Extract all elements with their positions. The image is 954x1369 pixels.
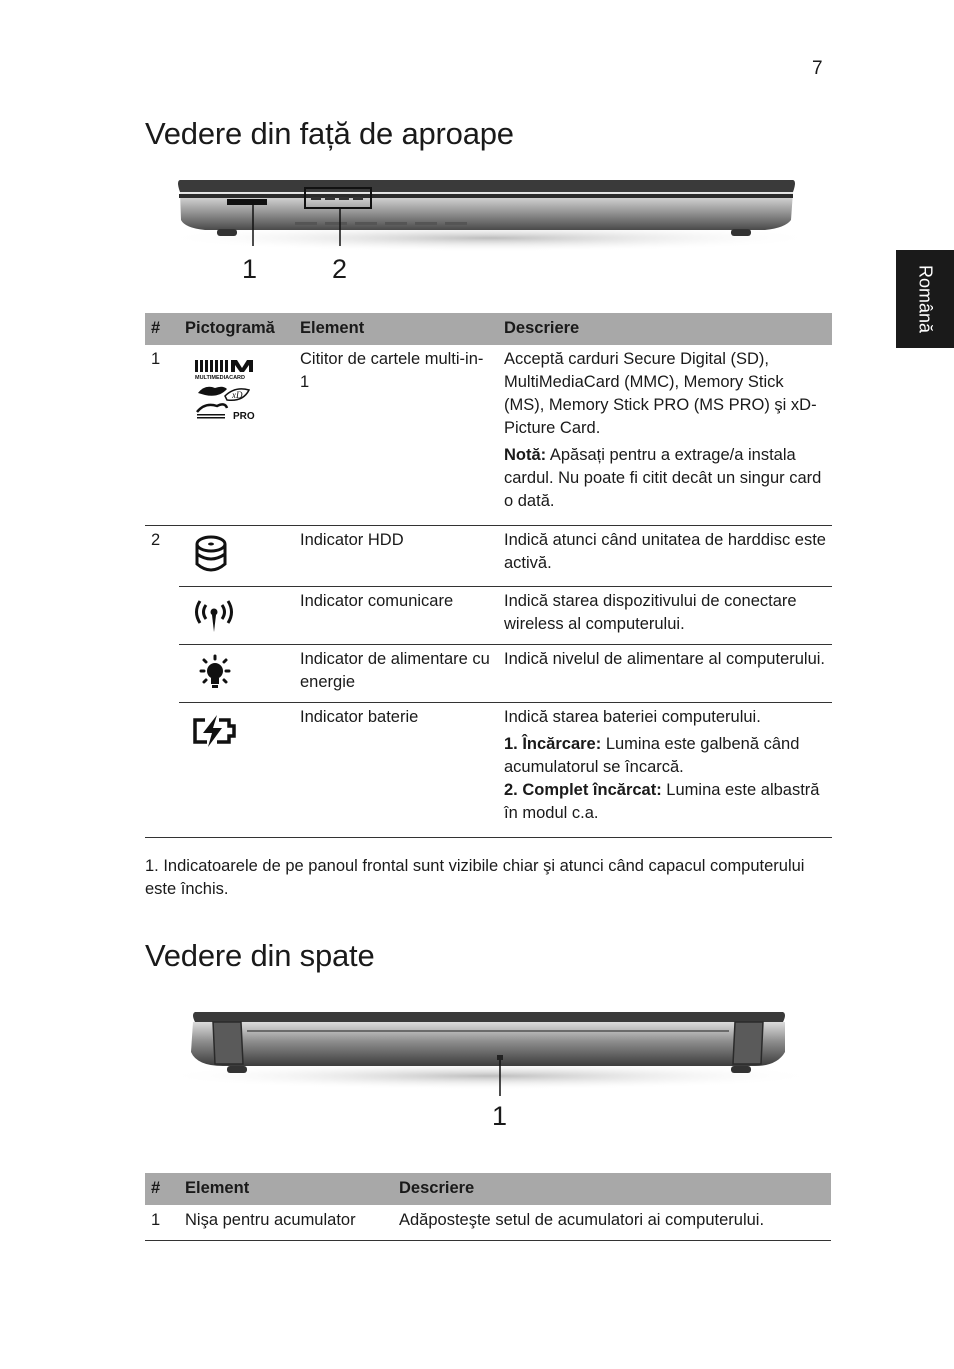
table-row: [145, 703, 832, 838]
table-row: [145, 1205, 831, 1241]
status-item: [504, 779, 826, 825]
row-number: 1: [145, 345, 179, 526]
battery-charge-icon: [179, 703, 294, 838]
callout-number: 1: [242, 254, 258, 284]
rear-view-table: [145, 1173, 831, 1241]
description: Indică nivelul de alimentare al computerului.: [498, 645, 832, 703]
column-header: Element: [179, 1173, 393, 1205]
svg-text:PRO: PRO: [233, 411, 255, 422]
front-view-table: [145, 313, 832, 838]
row-number: [145, 587, 179, 645]
status-label: 2. Complet încărcat:: [504, 781, 662, 799]
description: [498, 703, 832, 838]
row-number: [145, 703, 179, 838]
column-header: #: [145, 1173, 179, 1205]
row-number: 1: [145, 1205, 179, 1241]
description: Indică atunci când unitatea de harddisc este activă.: [498, 526, 832, 587]
element-name: Nişa pentru acumulator: [179, 1205, 393, 1241]
element-name: Indicator de alimentare cu energie: [294, 645, 498, 703]
description-text: Indică starea bateriei computerului.: [504, 708, 761, 726]
column-header: Descriere: [393, 1173, 831, 1205]
element-name: Indicator HDD: [294, 526, 498, 587]
element-name: Cititor de cartele multi-in-1: [294, 345, 498, 526]
laptop-front-view-illustration: [165, 172, 815, 292]
table-row: [145, 645, 832, 703]
table-row: [145, 587, 832, 645]
row-number: [145, 645, 179, 703]
element-name: Indicator baterie: [294, 703, 498, 838]
table-row: [145, 526, 832, 587]
laptop-rear-view-illustration: [165, 1000, 815, 1140]
column-header: Element: [294, 313, 498, 345]
power-bulb-icon: [179, 645, 294, 703]
svg-text:MULTIMEDIACARD: MULTIMEDIACARD: [195, 375, 246, 381]
callout-number: 2: [332, 254, 348, 284]
footnote: 1. Indicatoarele de pe panoul frontal sunt vizibile chiar şi atunci când capacul computerului este închis.: [145, 857, 805, 898]
description-text: Acceptă carduri Secure Digital (SD), MultiMediaCard (MMC), Memory Stick (MS), Memory Stick PRO (MS PRO) şi xD-Picture Card.: [504, 350, 817, 437]
note-text: Apăsați pentru a extrage/a instala cardul. Nu poate fi citit decât un singur card o dată.: [504, 446, 822, 510]
page-number: 7: [812, 58, 823, 79]
table-row: [145, 345, 832, 526]
hdd-icon: [179, 526, 294, 587]
status-item: [504, 733, 826, 779]
card-reader-logos-icon: [179, 345, 294, 526]
note: [504, 444, 826, 513]
svg-text:xD: xD: [232, 390, 243, 400]
description: Indică starea dispozitivului de conectare wireless al computerului.: [498, 587, 832, 645]
column-header: Pictogramă: [179, 313, 294, 345]
callout-number: 1: [492, 1101, 508, 1131]
column-header: #: [145, 313, 179, 345]
language-tab: Română: [896, 250, 954, 348]
status-text: Lumina este albastră în modul c.a.: [504, 781, 820, 822]
section-title-front: Vedere din față de aproape: [145, 116, 514, 151]
element-name: Indicator comunicare: [294, 587, 498, 645]
status-text: Lumina este galbenă când acumulatorul se încarcă.: [504, 735, 800, 776]
section-title-rear: Vedere din spate: [145, 938, 375, 973]
wireless-icon: [179, 587, 294, 645]
description: [498, 345, 832, 526]
description: Adăposteşte setul de acumulatori ai computerului.: [393, 1205, 831, 1241]
status-label: 1. Încărcare:: [504, 735, 602, 753]
row-number: 2: [151, 531, 161, 549]
column-header: Descriere: [498, 313, 832, 345]
note-label: Notă:: [504, 446, 547, 464]
